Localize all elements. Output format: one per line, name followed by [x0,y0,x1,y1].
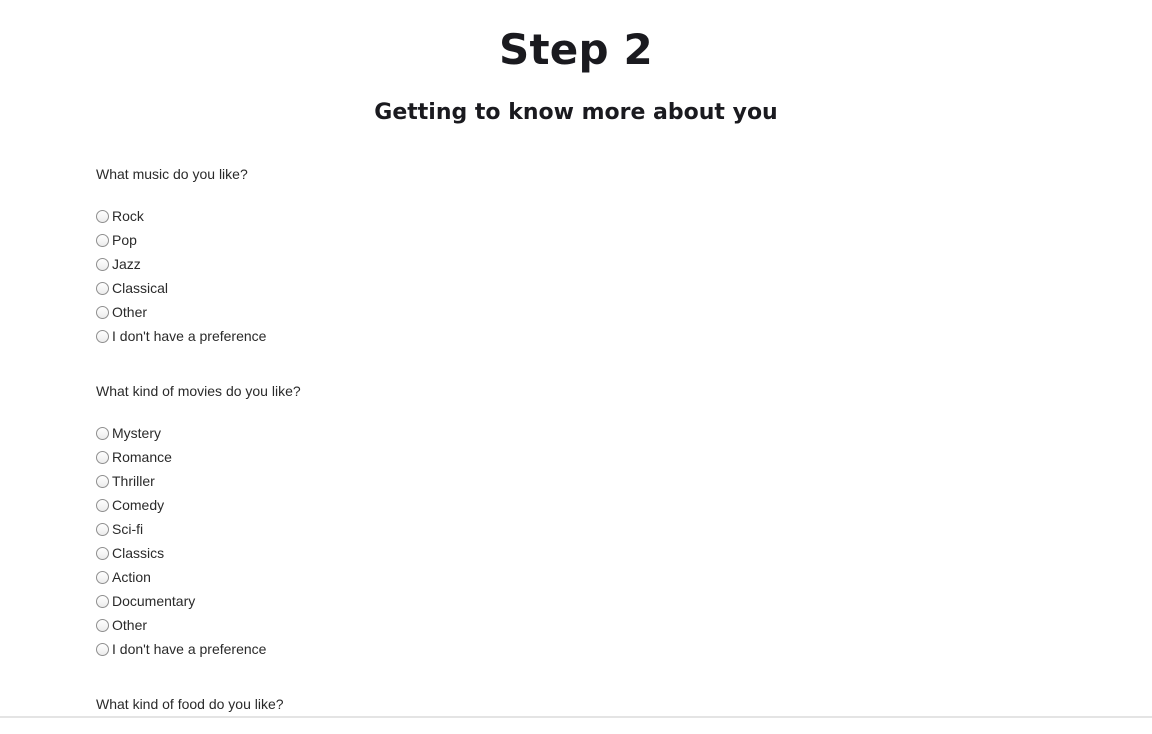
question-food [96,695,284,734]
movie-option-no-preference[interactable] [96,637,301,661]
radio-button-icon[interactable] [96,258,109,271]
option-label: Classics [112,545,165,561]
movie-option-sci-fi[interactable] [96,517,301,541]
option-label: Pop [112,232,137,248]
radio-button-icon[interactable] [96,571,109,584]
radio-button-icon[interactable] [96,451,109,464]
movie-option-classics[interactable] [96,541,301,565]
movie-options [96,421,301,661]
option-label: Action [112,569,151,585]
option-label: Sci-fi [112,521,144,537]
question-label-food: What kind of food do you like? [96,696,284,712]
option-label: I don't have a preference [112,328,267,344]
radio-button-icon[interactable] [96,234,109,247]
option-label: Documentary [112,593,196,609]
option-label: Other [112,617,148,633]
movie-option-thriller[interactable] [96,469,301,493]
question-label-music: What music do you like? [96,166,248,182]
radio-button-icon[interactable] [96,282,109,295]
music-option-classical[interactable] [96,276,266,300]
movie-option-mystery[interactable] [96,421,301,445]
option-label: Rock [112,208,144,224]
radio-button-icon[interactable] [96,499,109,512]
page-subtitle: Getting to know more about you [374,100,778,125]
movie-option-action[interactable] [96,565,301,589]
music-option-rock[interactable] [96,204,266,228]
option-label: Comedy [112,497,165,513]
radio-button-icon[interactable] [96,427,109,440]
question-music [96,165,266,348]
radio-button-icon[interactable] [96,330,109,343]
radio-button-icon[interactable] [96,595,109,608]
question-movies [96,382,301,661]
option-label: Classical [112,280,169,296]
question-label-movies: What kind of movies do you like? [96,383,301,399]
radio-button-icon[interactable] [96,210,109,223]
radio-button-icon[interactable] [96,306,109,319]
music-option-pop[interactable] [96,228,266,252]
option-label: I don't have a preference [112,641,267,657]
music-option-no-preference[interactable] [96,324,266,348]
option-label: Thriller [112,473,155,489]
radio-button-icon[interactable] [96,475,109,488]
movie-option-other[interactable] [96,613,301,637]
page-title: Step 2 [499,25,653,74]
radio-button-icon[interactable] [96,547,109,560]
music-option-other[interactable] [96,300,266,324]
radio-button-icon[interactable] [96,523,109,536]
option-label: Romance [112,449,172,465]
movie-option-comedy[interactable] [96,493,301,517]
music-options [96,204,266,348]
radio-button-icon[interactable] [96,619,109,632]
option-label: Other [112,304,148,320]
option-label: Jazz [112,256,141,272]
music-option-jazz[interactable] [96,252,266,276]
movie-option-romance[interactable] [96,445,301,469]
radio-button-icon[interactable] [96,643,109,656]
movie-option-documentary[interactable] [96,589,301,613]
option-label: Mystery [112,425,161,441]
